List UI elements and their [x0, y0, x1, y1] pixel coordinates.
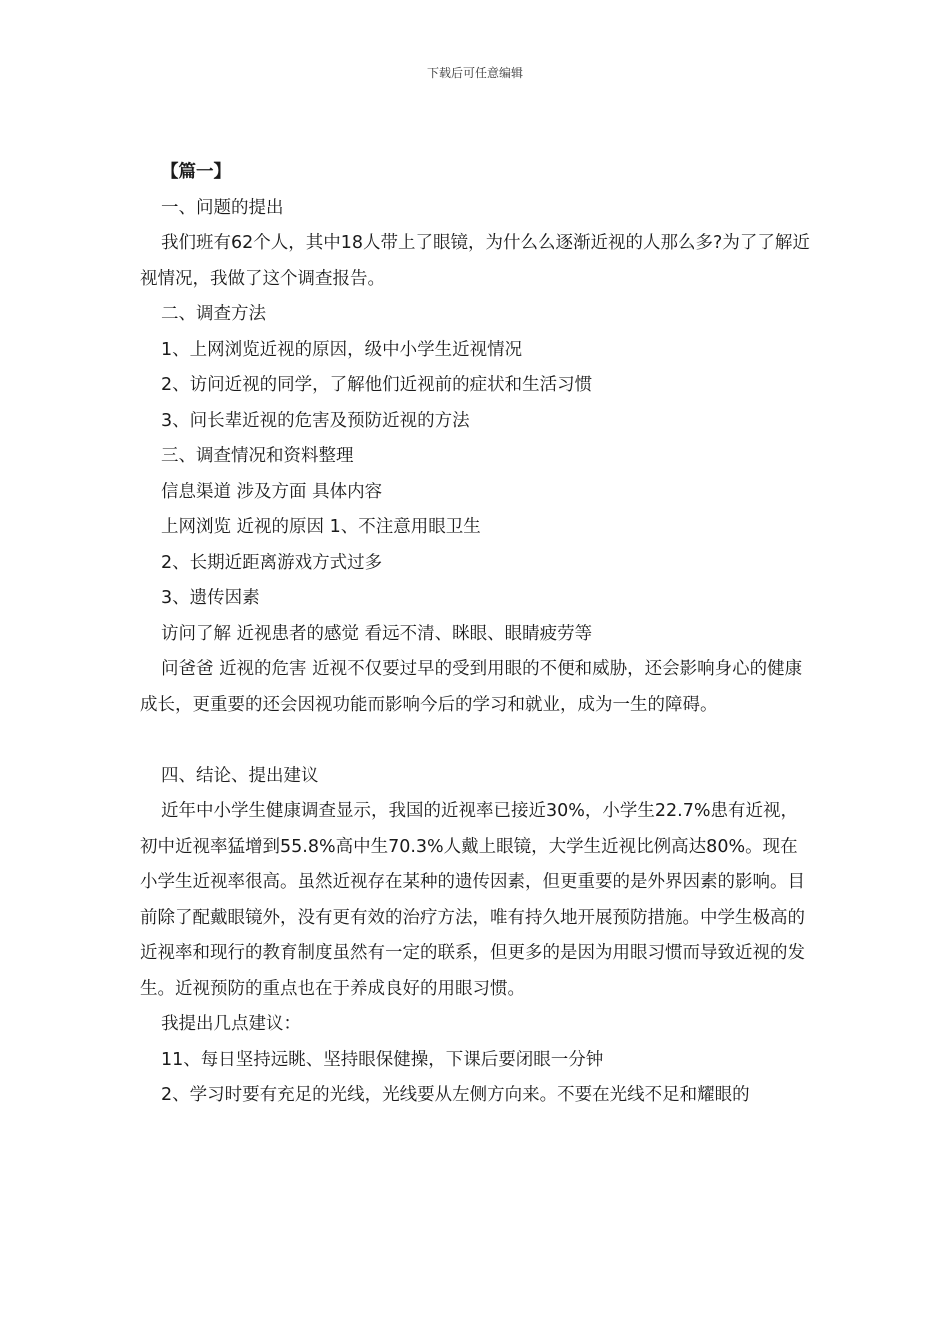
method-item: 1、上网浏览近视的原因，级中小学生近视情况: [161, 339, 523, 360]
suggestion-item: 2、学习时要有充足的光线，光线要从左侧方向来。不要在光线不足和耀眼的: [161, 1085, 750, 1105]
survey-line: 2、长期近距离游戏方式过多: [161, 552, 383, 573]
heading-problem: 一、问题的提出: [161, 197, 284, 218]
survey-line: 信息渠道 涉及方面 具体内容: [161, 481, 383, 502]
section-title: 【篇一】: [161, 162, 231, 182]
survey-line: 访问了解 近视患者的感觉 看远不清、眯眼、眼睛疲劳等: [161, 623, 593, 644]
method-item: 2、访问近视的同学，了解他们近视前的症状和生活习惯: [161, 375, 593, 395]
paragraph-intro: 我们班有62个人，其中18人带上了眼镜，为什么么逐渐近视的人那么多?为了了解近视情况，我做了这个调查报告。: [140, 233, 810, 289]
heading-conclusion: 四、结论、提出建议: [161, 765, 319, 786]
heading-method: 二、调查方法: [161, 304, 266, 324]
survey-line: 上网浏览 近视的原因 1、不注意用眼卫生: [161, 517, 481, 537]
page-header: 下载后可任意编辑: [426, 66, 523, 80]
paragraph-conclusion: 近年中小学生健康调查显示，我国的近视率已接近30%，小学生22.7%患有近视，初中近视率猛增到55.8%高中生70.3%人戴上眼镜，大学生近视比例高达80%。现在小学生近视率很高。虽然近视存在某种的遗传因素，但更重要的是外界因素的影响。目前除了配戴眼镜外，没有更有效的治疗方法，唯有持久地开展预防措施。中学生极高的近视率和现行的教育制度虽然有一定的联系，但更多的是因为用眼习惯而导致近视的发生。近视预防的重点也在于养成良好的用眼习惯。: [140, 801, 805, 999]
method-item: 3、问长辈近视的危害及预防近视的方法: [161, 410, 470, 431]
survey-line: 问爸爸 近视的危害 近视不仅要过早的受到用眼的不便和威胁，还会影响身心的健康成长，更重要的还会因视功能而影响今后的学习和就业，成为一生的障碍。: [140, 659, 803, 715]
heading-survey: 三、调查情况和资料整理: [161, 446, 354, 466]
blank-line: [140, 723, 810, 759]
suggestion-item: 11、每日坚持远眺、坚持眼保健操，下课后要闭眼一分钟: [161, 1049, 604, 1070]
paragraph-suggestions-intro: 我提出几点建议：: [161, 1014, 301, 1034]
document-body: [140, 155, 810, 1114]
survey-line: 3、遗传因素: [161, 588, 260, 608]
